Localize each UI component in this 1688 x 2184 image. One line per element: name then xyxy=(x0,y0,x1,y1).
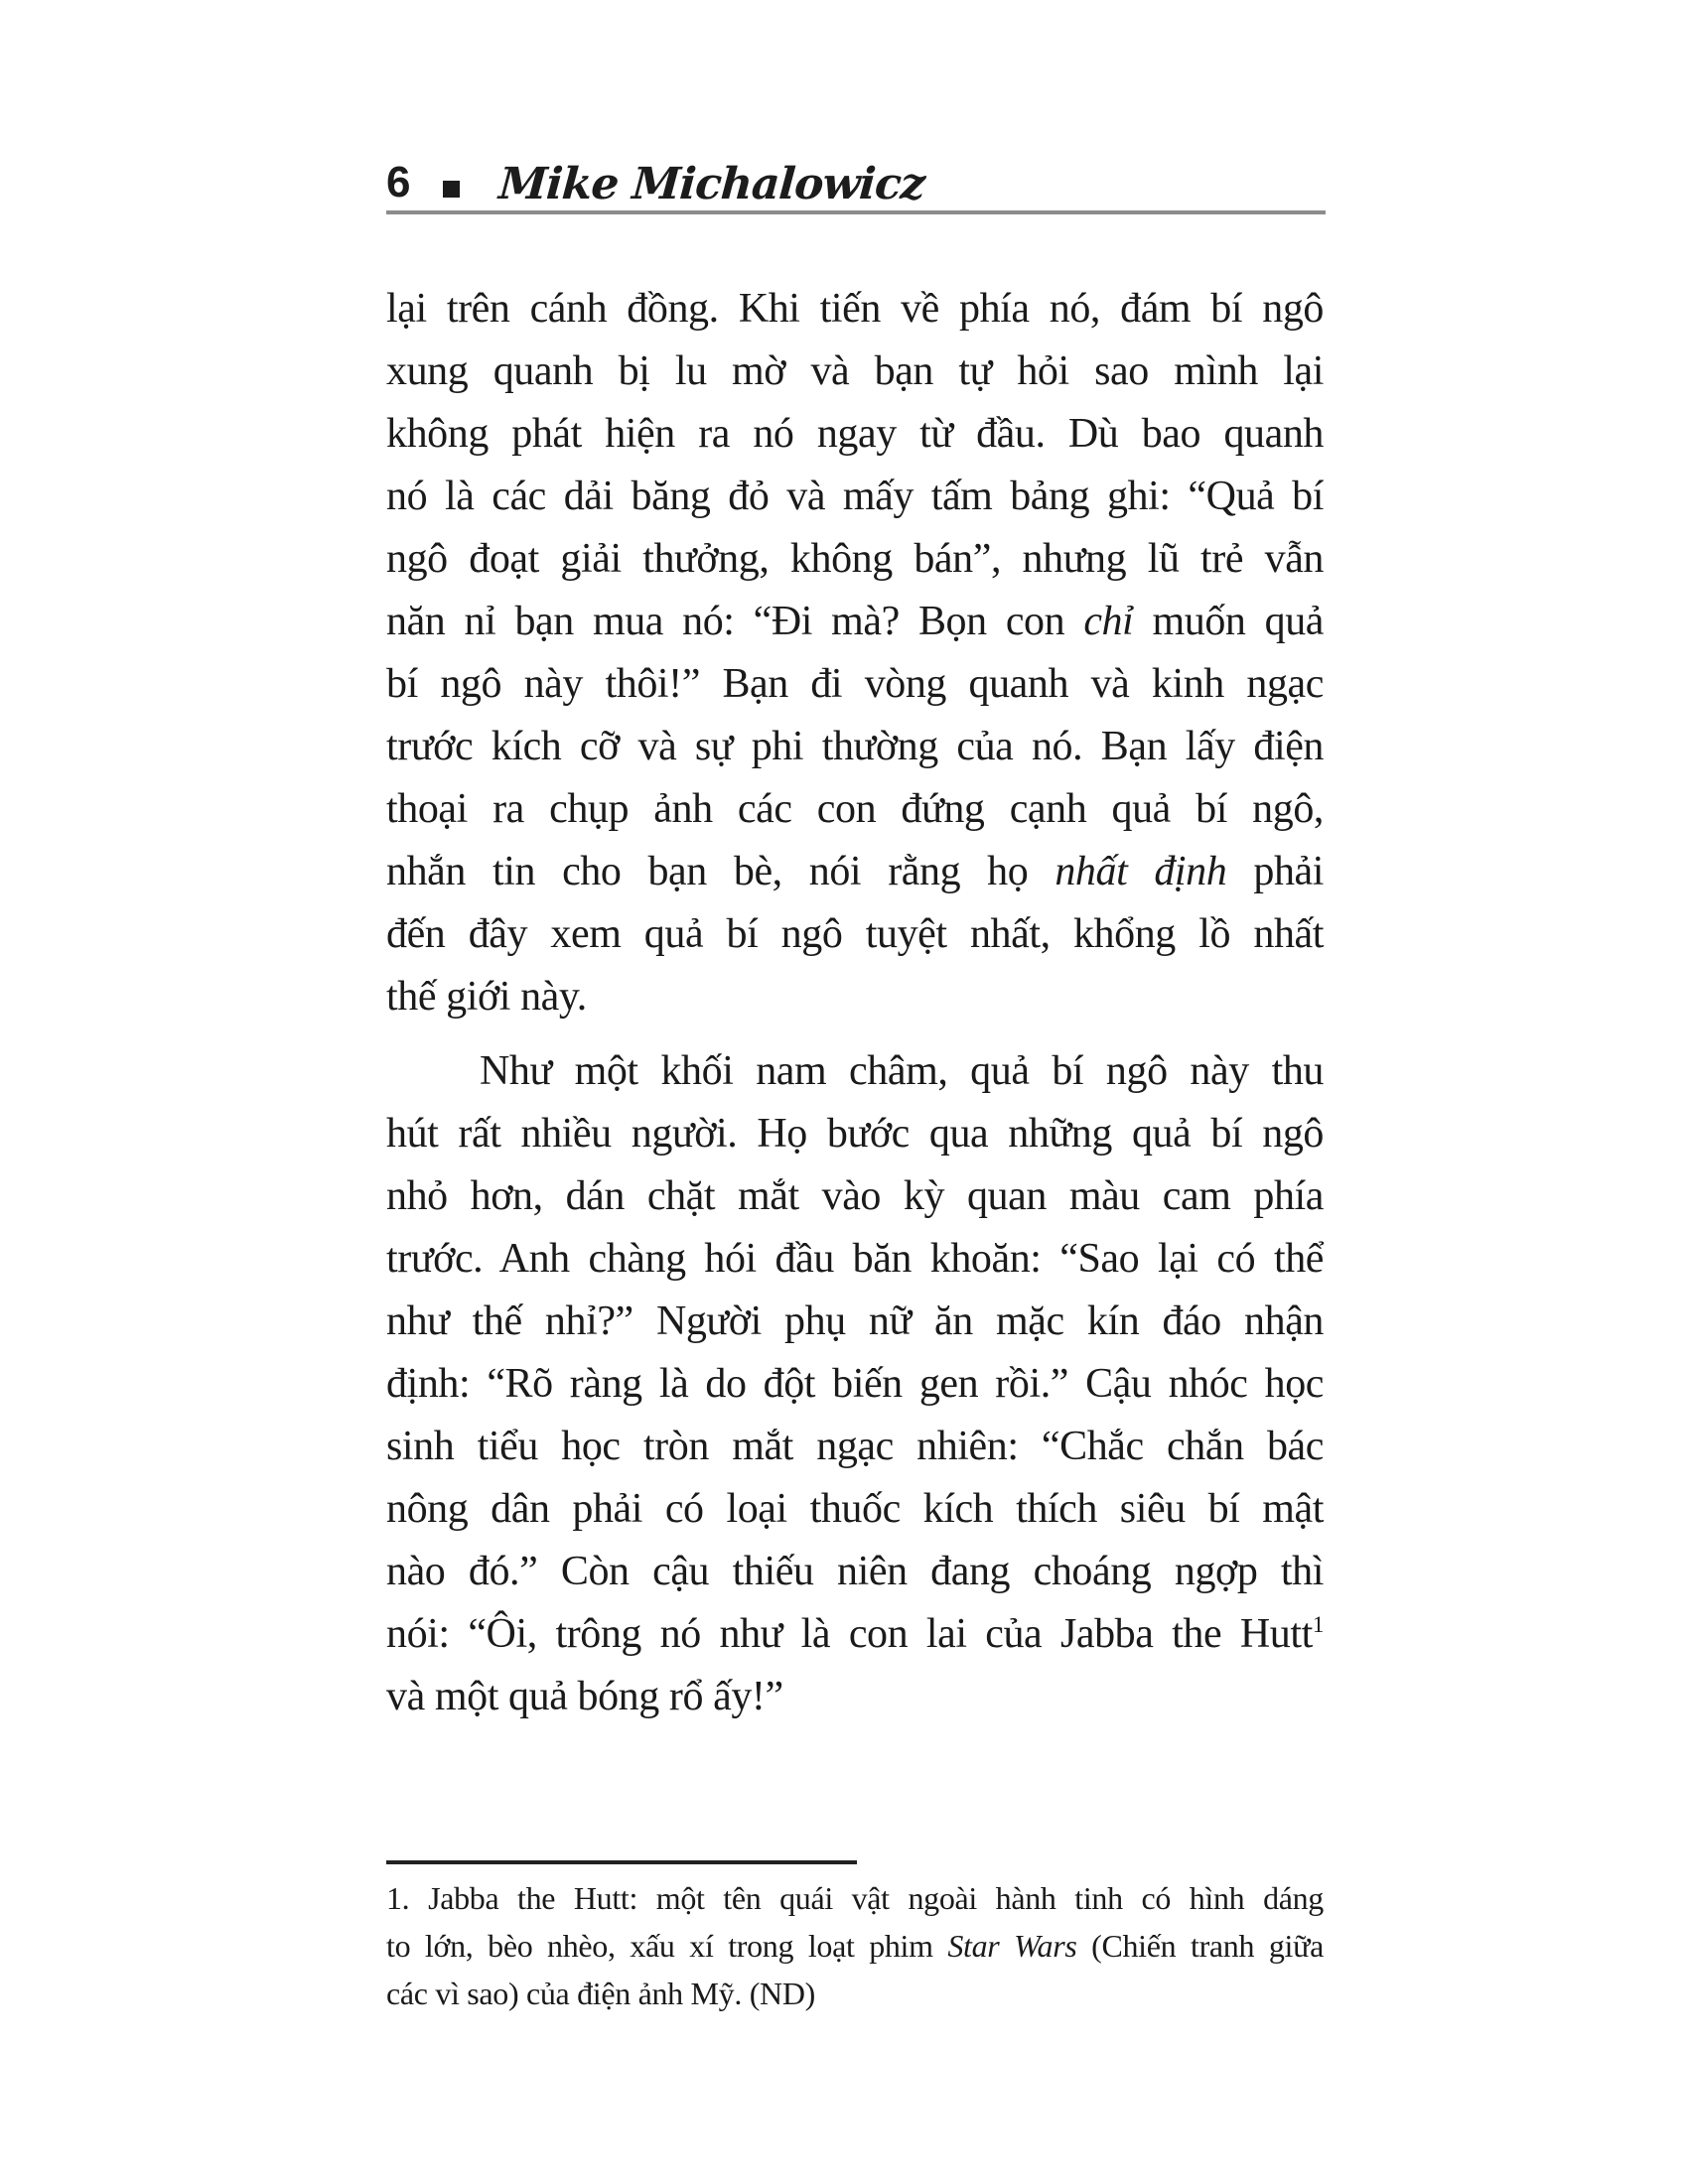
text-segment: đến đây xem quả bí ngô tuyệt nhất, khổng lồ nhất xyxy=(386,911,1324,957)
text-segment: trước. Anh chàng hói đầu băn khoăn: “Sao lại có thể xyxy=(386,1236,1324,1282)
page-header xyxy=(386,149,1326,214)
text-line xyxy=(386,778,1324,841)
text-segment: ngô đoạt giải thưởng, không bán”, nhưng lũ trẻ vẫn xyxy=(386,536,1324,582)
text-segment: trước kích cỡ và sự phi thường của nó. Bạn lấy điện xyxy=(386,724,1324,769)
text-line xyxy=(386,1291,1324,1353)
text-line xyxy=(386,278,1324,341)
text-segment: Như một khối nam châm, quả bí ngô này thu xyxy=(480,1048,1324,1094)
text-segment: nhỏ hơn, dán chặt mắt vào kỳ quan màu cam phía xyxy=(386,1173,1324,1219)
text-line xyxy=(386,1603,1324,1666)
text-line xyxy=(386,1666,1324,1728)
text-line xyxy=(386,591,1324,653)
text-segment: 1. Jabba the Hutt: một tên quái vật ngoài hành tinh có hình dáng xyxy=(386,1880,1324,1916)
text-line xyxy=(386,716,1324,778)
text-line xyxy=(386,653,1324,716)
text-segment: nào đó.” Còn cậu thiếu niên đang choáng ngợp thì xyxy=(386,1549,1324,1594)
text-segment: to lớn, bèo nhèo, xấu xí trong loạt phim xyxy=(386,1928,948,1964)
text-segment: nói: “Ôi, trông nó như là con lai của Jabba the Hutt xyxy=(386,1611,1313,1657)
body-text xyxy=(386,278,1324,1728)
italic-text: chỉ xyxy=(1083,599,1134,644)
text-line xyxy=(386,341,1324,403)
text-line xyxy=(386,1040,1324,1103)
text-line xyxy=(386,1478,1324,1541)
text-line xyxy=(386,1970,1324,2017)
text-segment: bí ngô này thôi!” Bạn đi vòng quanh và kinh ngạc xyxy=(386,661,1324,707)
text-segment: các vì sao) của điện ảnh Mỹ. (ND) xyxy=(386,1976,815,2011)
text-segment: không phát hiện ra nó ngay từ đầu. Dù bao quanh xyxy=(386,411,1324,457)
text-segment: nông dân phải có loại thuốc kích thích siêu bí mật xyxy=(386,1486,1324,1532)
text-segment: nhắn tin cho bạn bè, nói rằng họ xyxy=(386,849,1055,894)
text-segment: hút rất nhiều người. Họ bước qua những quả bí ngô xyxy=(386,1111,1324,1157)
text-segment: thế giới này. xyxy=(386,974,587,1020)
paragraph xyxy=(386,278,1324,1028)
footnote-separator xyxy=(386,1860,857,1864)
text-line xyxy=(386,528,1324,591)
header-author: Mike Michalowicz xyxy=(496,159,926,209)
text-line xyxy=(386,1874,1324,1922)
text-line xyxy=(386,1103,1324,1165)
text-segment: như thế nhỉ?” Người phụ nữ ăn mặc kín đáo nhận xyxy=(386,1298,1324,1344)
italic-text: Star Wars xyxy=(947,1928,1077,1964)
page-number: 6 xyxy=(386,158,411,206)
italic-text: nhất định xyxy=(1055,849,1227,894)
footnote-reference: 1 xyxy=(1312,1611,1324,1637)
text-line xyxy=(386,1353,1324,1416)
text-segment: và một quả bóng rổ ấy!” xyxy=(386,1674,783,1719)
text-line xyxy=(386,403,1324,466)
text-line xyxy=(386,1228,1324,1291)
text-segment: nó là các dải băng đỏ và mấy tấm bảng ghi: “Quả bí xyxy=(386,474,1324,519)
paragraph xyxy=(386,1040,1324,1728)
text-line xyxy=(386,841,1324,903)
text-segment: sinh tiểu học tròn mắt ngạc nhiên: “Chắc chắn bác xyxy=(386,1424,1324,1469)
text-line xyxy=(386,966,1324,1028)
text-line xyxy=(386,1165,1324,1228)
text-line xyxy=(386,1922,1324,1970)
text-line xyxy=(386,903,1324,966)
footnote xyxy=(386,1874,1324,2017)
text-segment: muốn quả xyxy=(1133,599,1324,644)
text-line xyxy=(386,1416,1324,1478)
text-line xyxy=(386,466,1324,528)
text-segment: thoại ra chụp ảnh các con đứng cạnh quả bí ngô, xyxy=(386,786,1324,832)
text-line xyxy=(386,1541,1324,1603)
text-segment: phải xyxy=(1226,849,1324,894)
text-segment: xung quanh bị lu mờ và bạn tự hỏi sao mình lại xyxy=(386,348,1324,394)
text-segment: (Chiến tranh giữa xyxy=(1076,1928,1324,1964)
text-segment: lại trên cánh đồng. Khi tiến về phía nó, đám bí ngô xyxy=(386,286,1324,332)
text-segment: năn nỉ bạn mua nó: “Đi mà? Bọn con xyxy=(386,599,1084,644)
text-segment: định: “Rõ ràng là do đột biến gen rồi.” Cậu nhóc học xyxy=(386,1361,1324,1407)
square-bullet-icon xyxy=(443,181,460,198)
